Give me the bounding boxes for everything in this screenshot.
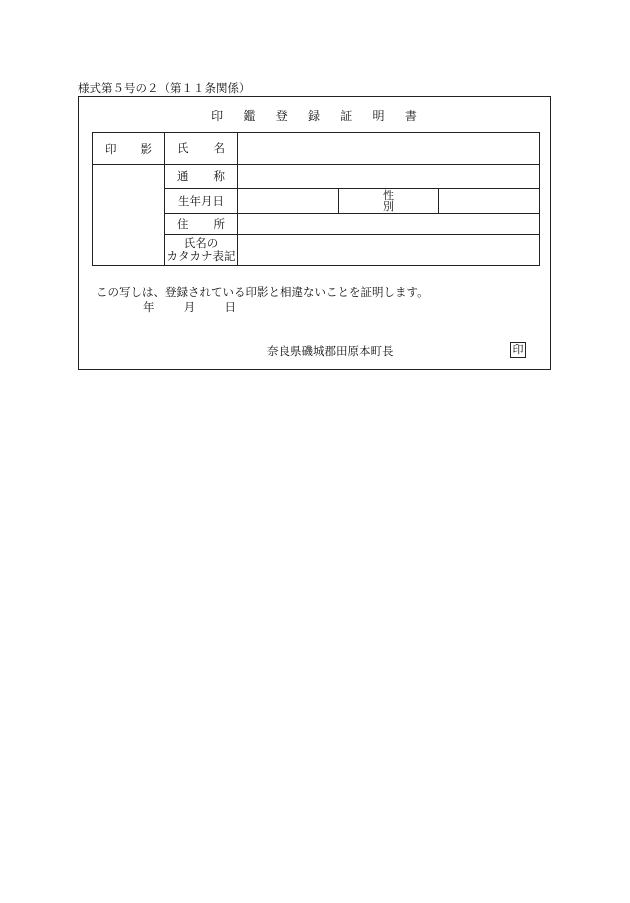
birthdate-label: 生年月日	[165, 189, 238, 214]
birthdate-value-cell	[238, 189, 339, 214]
alias-label-char: 称	[213, 169, 225, 183]
katakana-label-line: カタカナ表記	[166, 249, 236, 263]
issuer-name: 奈良県磯城郡田原本町長	[267, 344, 394, 358]
name-label-char: 氏	[177, 141, 189, 155]
seal-impression-header	[93, 133, 165, 165]
table-row	[93, 165, 540, 189]
name-label	[165, 133, 238, 165]
document-title	[79, 107, 550, 124]
gender-label	[338, 189, 439, 214]
title-char: 登	[275, 109, 289, 123]
date-year-label: 年	[143, 300, 155, 314]
title-char: 明	[372, 109, 386, 123]
date-line	[143, 299, 236, 315]
alias-label	[165, 165, 238, 189]
certification-statement: この写しは、登録されている印影と相違ないことを証明します。	[96, 285, 429, 299]
official-seal-mark: 印	[510, 342, 526, 358]
address-value-cell	[238, 214, 540, 235]
certificate-frame	[78, 96, 551, 370]
title-char: 証	[340, 109, 354, 123]
address-label	[165, 214, 238, 235]
form-number-label: 様式第５号の２（第１１条関係）	[78, 81, 251, 95]
gender-value-cell	[439, 189, 540, 214]
alias-label-char: 通	[177, 169, 189, 183]
seal-impression-area	[93, 165, 165, 266]
date-day-label: 日	[224, 300, 236, 314]
address-label-char: 住	[177, 216, 189, 231]
name-label-char: 名	[213, 141, 225, 155]
alias-value-cell	[238, 165, 540, 189]
katakana-label-line: 氏名の	[183, 236, 219, 250]
katakana-name-value-cell	[238, 235, 540, 266]
registration-table	[92, 132, 540, 266]
table-row	[93, 133, 540, 165]
seal-header-char: 印	[105, 141, 117, 156]
title-char: 書	[404, 109, 418, 123]
title-char: 印	[211, 109, 225, 123]
seal-header-char: 影	[140, 141, 152, 156]
title-char: 鑑	[243, 109, 257, 123]
title-char: 録	[307, 109, 321, 123]
gender-label-line: 別	[382, 200, 394, 213]
address-label-char: 所	[213, 216, 225, 231]
date-month-label: 月	[183, 300, 196, 314]
katakana-name-label	[165, 235, 238, 266]
gender-label-line: 性	[382, 189, 394, 202]
name-value-cell	[238, 133, 540, 165]
